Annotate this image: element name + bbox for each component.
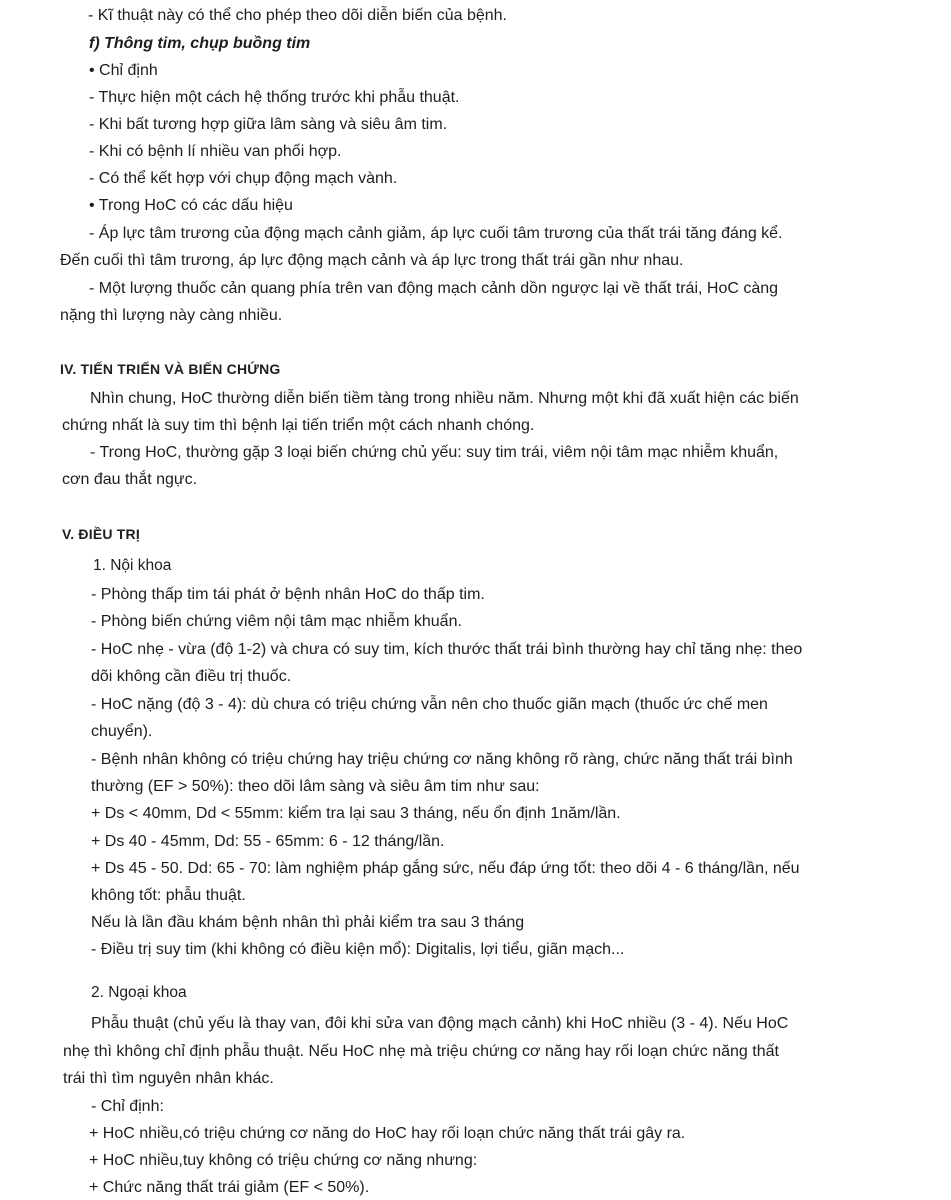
list-item: - Điều trị suy tim (khi không có điều kiện mổ): Digitalis, lợi tiểu, giãn mạch... (91, 941, 625, 958)
paragraph-line: Nhìn chung, HoC thường diễn biến tiềm tàng trong nhiều năm. Nhưng một khi đã xuất hiện các biến (90, 390, 799, 407)
list-item: - Một lượng thuốc cản quang phía trên van động mạch cảnh dồn ngược lại về thất trái, HoC càng (89, 280, 779, 297)
list-item: + Chức năng thất trái giảm (EF < 50%). (89, 1179, 370, 1196)
list-item: - Khi bất tương hợp giữa lâm sàng và siêu âm tim. (89, 116, 448, 133)
text-line: Đến cuối thì tâm trương, áp lực động mạch cảnh và áp lực trong thất trái gần như nhau. (60, 252, 684, 269)
list-item: - Phòng biến chứng viêm nội tâm mạc nhiễm khuẩn. (91, 613, 462, 630)
section-heading: IV. TIẾN TRIỂN VÀ BIẾN CHỨNG (60, 361, 281, 377)
text-line: chuyển). (91, 723, 153, 740)
text-line: nặng thì lượng này càng nhiều. (60, 307, 283, 324)
bullet-heading: • Chỉ định (89, 62, 158, 79)
section-heading: V. ĐIỀU TRỊ (62, 526, 140, 542)
list-item: - Khi có bệnh lí nhiều van phối hợp. (89, 143, 342, 160)
text-line: Nếu là lần đầu khám bệnh nhân thì phải kiểm tra sau 3 tháng (91, 914, 525, 931)
text-line: dõi không cần điều trị thuốc. (91, 668, 292, 685)
paragraph-line: Phẫu thuật (chủ yếu là thay van, đôi khi sửa van động mạch cảnh) khi HoC nhiều (3 - 4). Nếu HoC (91, 1015, 789, 1032)
list-item: - Chỉ định: (91, 1098, 164, 1115)
subsection-heading: 2. Ngoại khoa (91, 984, 187, 1001)
list-item: + HoC nhiều,tuy không có triệu chứng cơ năng nhưng: (89, 1152, 478, 1169)
bullet-heading: • Trong HoC có các dấu hiệu (89, 197, 293, 214)
paragraph-line: chứng nhất là suy tim thì bệnh lại tiến triển một cách nhanh chóng. (62, 417, 535, 434)
list-item: + Ds 40 - 45mm, Dd: 55 - 65mm: 6 - 12 tháng/lần. (91, 833, 445, 850)
list-item: - Có thể kết hợp với chụp động mạch vành. (89, 170, 398, 187)
subsection-heading: 1. Nội khoa (93, 557, 172, 574)
list-item: - HoC nhẹ - vừa (độ 1-2) và chưa có suy tim, kích thước thất trái bình thường hay chỉ tăng nhẹ: theo (91, 641, 803, 658)
paragraph-line: nhẹ thì không chỉ định phẫu thuật. Nếu HoC nhẹ mà triệu chứng cơ năng hay rối loạn chức năng thất (63, 1043, 779, 1060)
subsection-heading: f) Thông tim, chụp buồng tim (89, 35, 311, 52)
list-item: - Áp lực tâm trương của động mạch cảnh giảm, áp lực cuối tâm trương của thất trái tăng đáng kể. (89, 225, 783, 242)
paragraph-line: trái thì tìm nguyên nhân khác. (63, 1070, 274, 1087)
text-line: không tốt: phẫu thuật. (91, 887, 246, 904)
list-item: + HoC nhiều,có triệu chứng cơ năng do HoC hay rối loạn chức năng thất trái gây ra. (89, 1125, 686, 1142)
list-item: - Bệnh nhân không có triệu chứng hay triệu chứng cơ năng không rõ ràng, chức năng thất trái bình (91, 751, 793, 768)
list-item: + Ds < 40mm, Dd < 55mm: kiểm tra lại sau 3 tháng, nếu ổn định 1năm/lần. (91, 805, 621, 822)
text-line: - Kĩ thuật này có thể cho phép theo dõi diễn biến của bệnh. (88, 7, 507, 24)
list-item: - Phòng thấp tim tái phát ở bệnh nhân HoC do thấp tim. (91, 586, 485, 603)
text-line: thường (EF > 50%): theo dõi lâm sàng và siêu âm tim như sau: (91, 778, 540, 795)
list-item: - Trong HoC, thường gặp 3 loại biến chứng chủ yếu: suy tim trái, viêm nội tâm mạc nhiễm khuẩn, (90, 444, 779, 461)
text-line: cơn đau thắt ngực. (62, 471, 198, 488)
list-item: - Thực hiện một cách hệ thống trước khi phẫu thuật. (89, 89, 460, 106)
list-item: + Ds 45 - 50. Dd: 65 - 70: làm nghiệm pháp gắng sức, nếu đáp ứng tốt: theo dõi 4 - 6 tháng/lần, nếu (91, 860, 800, 877)
list-item: - HoC nặng (độ 3 - 4): dù chưa có triệu chứng vẫn nên cho thuốc giãn mạch (thuốc ức chế men (91, 696, 768, 713)
